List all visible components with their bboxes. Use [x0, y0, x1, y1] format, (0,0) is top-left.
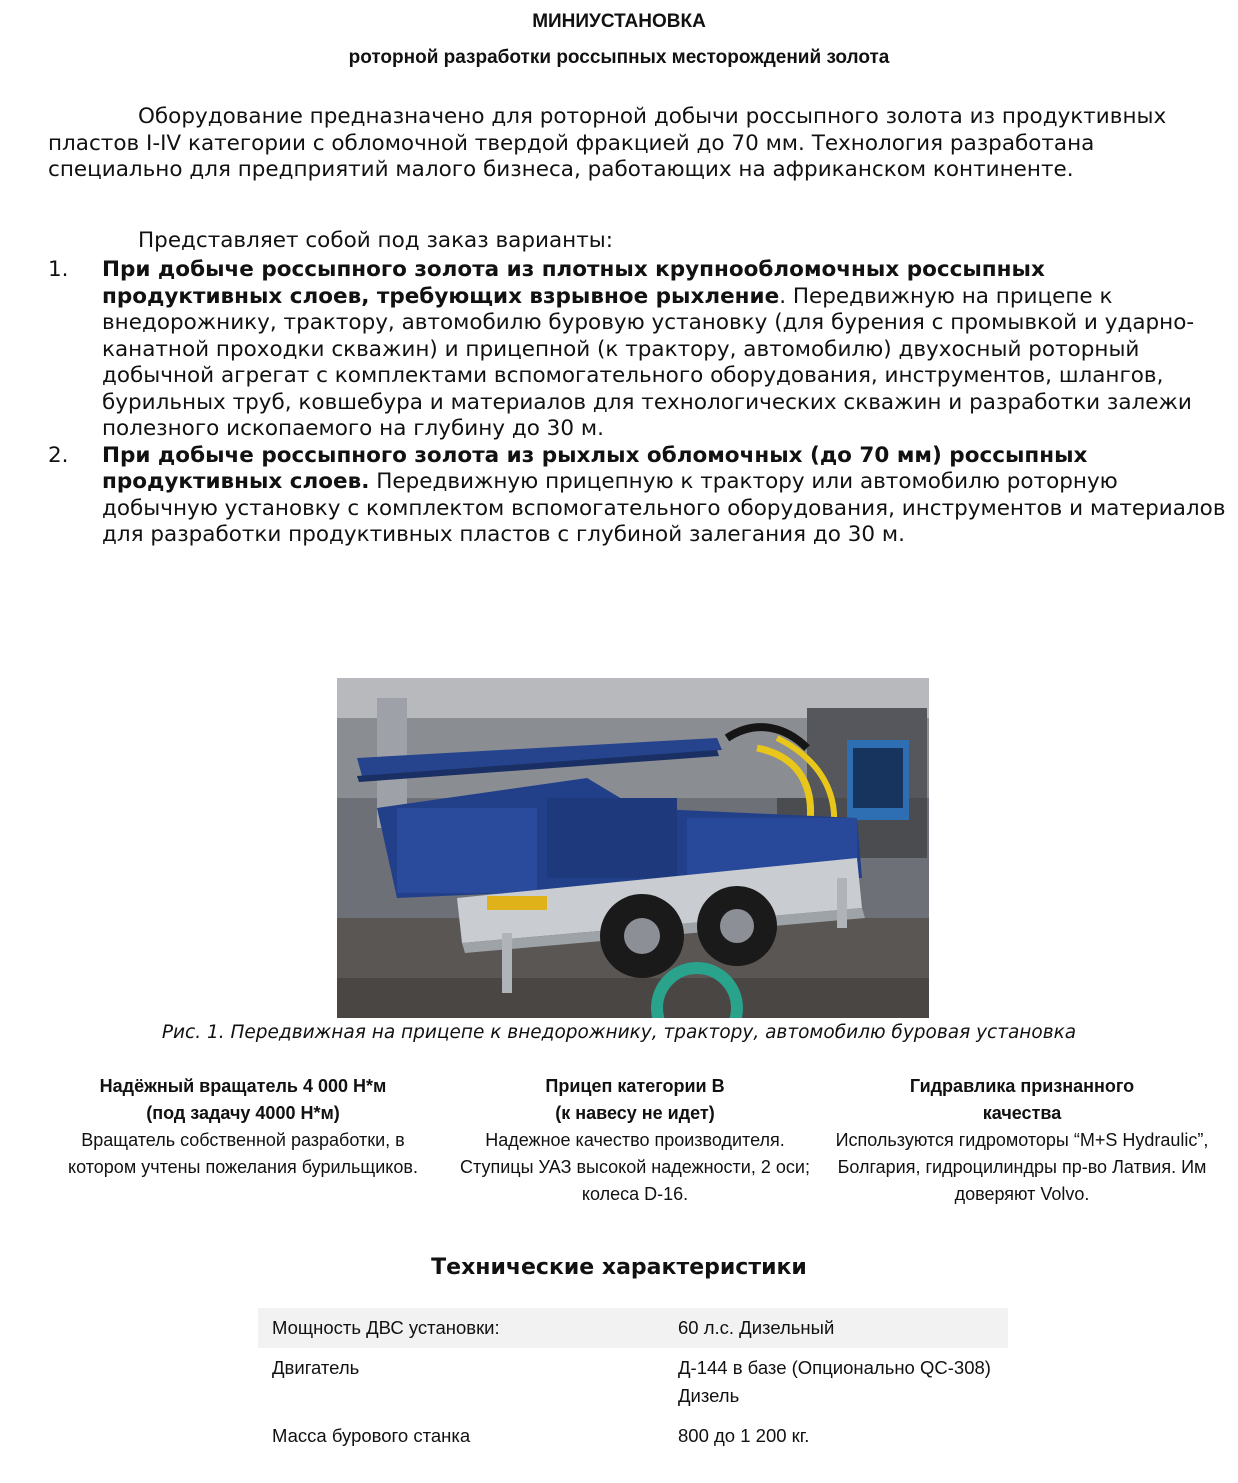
option-heading: При добыче россыпного золота из рыхлых обломочных (до 70 мм) россыпных продуктивных слоев. [102, 442, 1088, 494]
spec-key: Мощность ДВС установки: [258, 1308, 664, 1348]
option-text: Передвижную прицепную к трактору или автомобилю роторную добычную установку с комплектом вспомогательного оборудования, инструментов и материалов для разработки продуктивных пластов с глубиной залегания до 30 м. [102, 469, 1226, 547]
option-item-1 [48, 257, 1228, 443]
feature-heading: Гидравлика признанного [909, 1076, 1135, 1096]
page-subtitle: роторной разработки россыпных месторождений золота [348, 47, 890, 68]
drilling-rig-photo [337, 678, 929, 1018]
option-heading: При добыче россыпного золота из плотных крупнообломочных россыпных продуктивных слоев, требующих взрывное рыхление [102, 257, 1045, 309]
feature-text: Надежное качество производителя. Ступицы УАЗ высокой надежности, 2 оси; колеса D-16. [460, 1130, 810, 1204]
spec-value: Д-144 в базе (Опционально QC-308) Дизель [678, 1357, 991, 1406]
feature-text: Вращатель собственной разработки, в котором учтены пожелания бурильщиков. [68, 1130, 418, 1177]
option-number: 2. [48, 442, 69, 468]
intro-options-lead: Представляет собой под заказ варианты: [138, 228, 613, 253]
specs-table [258, 1308, 1008, 1456]
table-row [258, 1348, 1008, 1416]
spec-value: 800 до 1 200 кг. [678, 1425, 810, 1446]
option-text: . Передвижную на прицепе к внедорожнику, трактору, автомобилю буровую установку (для бурения с промывкой и ударно-канатной проходки скважин) и прицепной (к трактору, автомобилю) двухосный роторный добычной агрегат с комплектами вспомогательного оборудования, инструментов, шлангов, бурильных труб, ковшебура и материалов для технологических скважин и разработки залежи полезного ископаемого на глубину до 30 м. [102, 283, 1195, 441]
feature-heading: Надёжный вращатель 4 000 Н*м [99, 1076, 387, 1096]
drilling-rig-illustration [337, 678, 929, 1018]
table-row [258, 1308, 1008, 1348]
spec-value: 60 л.с. Дизельный [664, 1308, 1008, 1348]
specs-title: Технические характеристики [431, 1255, 807, 1280]
feature-heading-note: (к навесу не идет) [555, 1103, 715, 1123]
feature-heading-note: (под задачу 4000 Н*м) [146, 1103, 340, 1123]
feature-heading-note: качества [982, 1103, 1062, 1123]
page-title: МИНИУСТАНОВКА [532, 11, 706, 32]
figure-caption: Рис. 1. Передвижная на прицепе к внедорожнику, трактору, автомобилю буровая установка [161, 1022, 1077, 1043]
feature-hydraulics [832, 1073, 1212, 1208]
table-row [258, 1416, 1008, 1456]
option-item-2 [48, 443, 1228, 549]
spec-key: Масса бурового станка [272, 1425, 471, 1446]
options-list [48, 257, 1228, 549]
option-number: 1. [48, 257, 69, 282]
feature-text: Используются гидромоторы “M+S Hydraulic”, Болгария, гидроцилиндры пр-во Латвия. Им доверяют Volvo. [835, 1130, 1209, 1204]
spec-key: Двигатель [272, 1357, 360, 1378]
intro-paragraph: Оборудование предназначено для роторной добычи россыпного золота из продуктивных пластов I-IV категории с обломочной твердой фракцией до 70 мм. Технология разработана специально для предприятий малого бизнеса, работающих на африканском континенте. [48, 104, 1167, 182]
feature-heading: Прицеп категории В [545, 1076, 725, 1096]
feature-rotator [48, 1073, 438, 1181]
feature-trailer [450, 1073, 820, 1208]
